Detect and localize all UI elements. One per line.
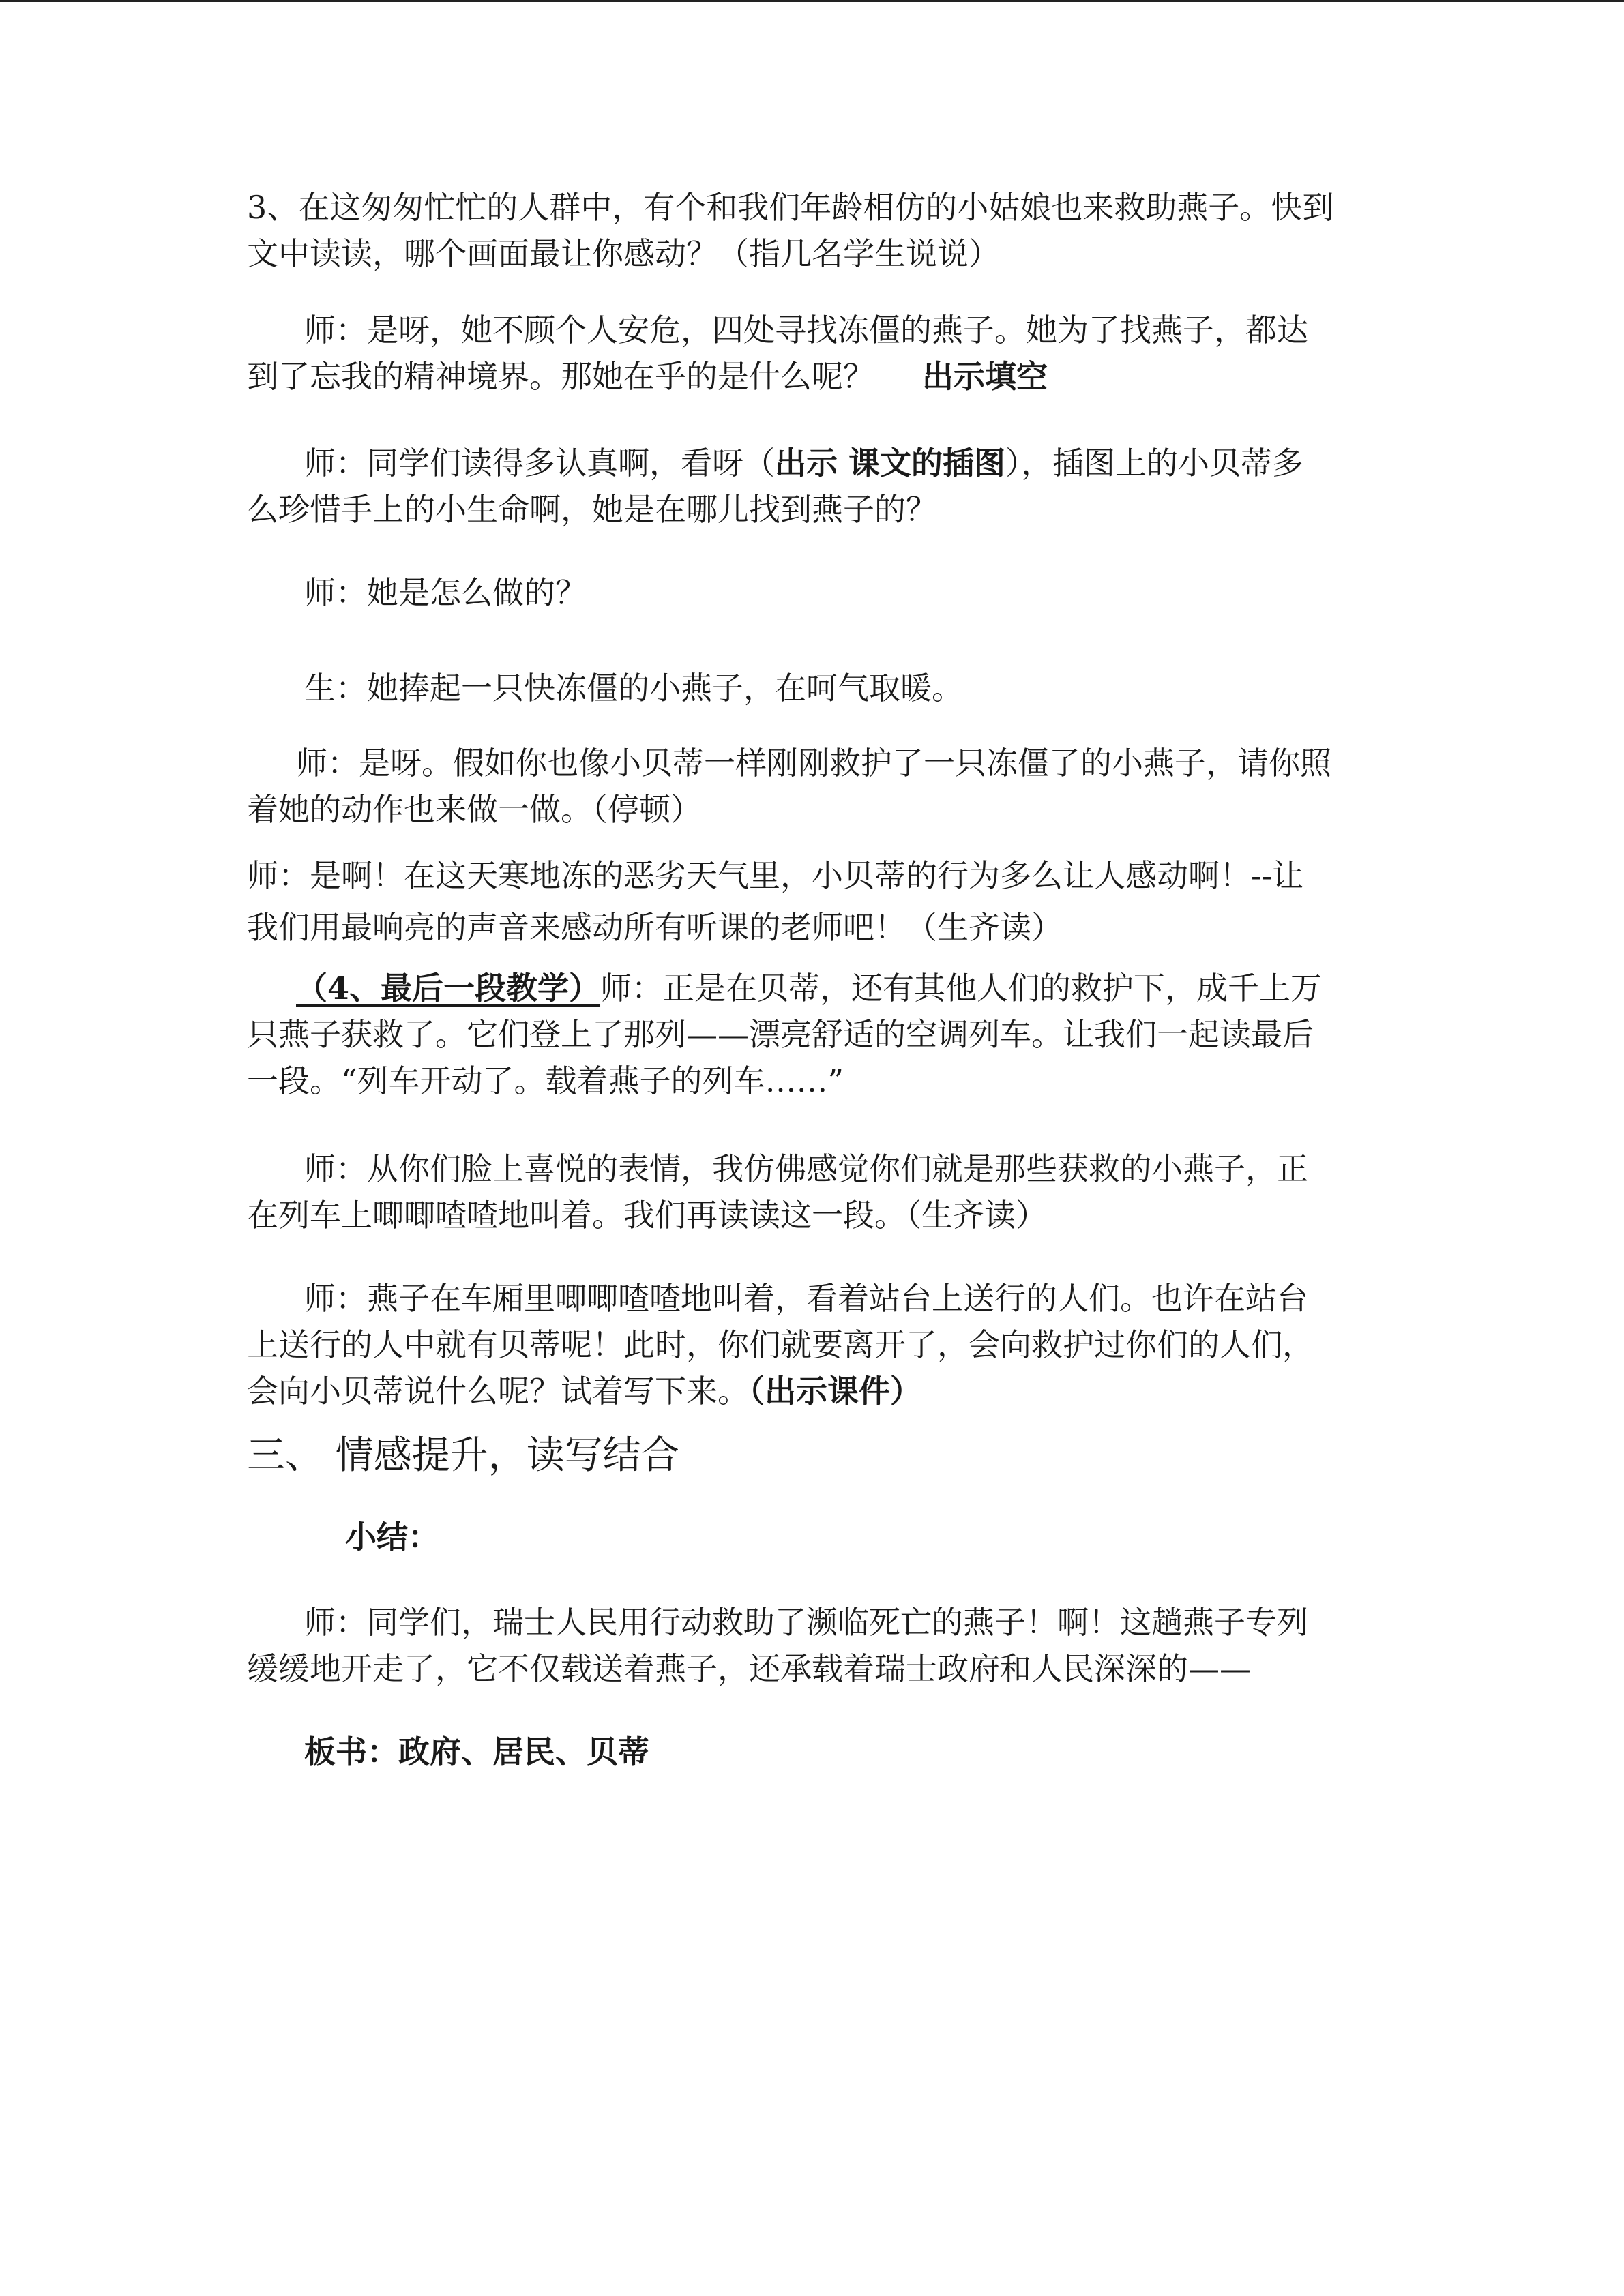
paragraph-teacher-5	[247, 852, 1379, 951]
paragraph-teacher-1-cont	[247, 353, 1379, 400]
text-line: 上送行的人中就有贝蒂呢！此时，你们就要离开了，会向救护过你们的人们，	[247, 1326, 1314, 1363]
page-top-border	[0, 0, 1624, 2]
section-heading: 三、 情感提升，读写结合	[247, 1433, 679, 1478]
text-line: 师：燕子在车厢里唧唧喳喳地叫着，看着站台上送行的人们。也许在站台	[304, 1280, 1308, 1317]
bold-instruction: 出示 课文的插图	[775, 445, 1006, 481]
text-run: 师：同学们读得多认真啊，看呀（	[304, 445, 775, 481]
paragraph-teacher-7	[247, 1146, 1379, 1238]
text-line: 师：是呀。假如你也像小贝蒂一样刚刚救护了一只冻僵了的小燕子，请你照	[296, 745, 1331, 781]
paragraph-teacher-6	[247, 965, 1379, 1011]
paragraph-question-3	[247, 184, 1379, 277]
section-marker: （4、最后一段教学）	[296, 970, 601, 1007]
text-line: 小结：	[345, 1519, 439, 1555]
text-line: 么珍惜手上的小生命啊，她是在哪儿找到燕子的？	[247, 491, 937, 528]
text-run: ），插图上的小贝蒂多	[1005, 445, 1304, 481]
text-line	[247, 353, 1379, 400]
text-line: 文中读读，哪个画面最让你感动？（指几名学生说说）	[247, 235, 1000, 272]
text-line: 3、在这匆匆忙忙的人群中，有个和我们年龄相仿的小姑娘也来救助燕子。快到	[247, 189, 1334, 226]
text-line	[247, 440, 1379, 486]
paragraph-teacher-1	[247, 307, 1379, 353]
text-line: 我们用最响亮的声音来感动所有听课的老师吧！（生齐读）	[247, 909, 1063, 946]
text-line: 着她的动作也来做一做。（停顿）	[247, 791, 702, 828]
paragraph-student-1	[247, 665, 1379, 711]
text-line: 师：是呀，她不顾个人安危，四处寻找冻僵的燕子。她为了找燕子，都达	[304, 312, 1308, 348]
text-run: 会向小贝蒂说什么呢？试着写下来。	[247, 1373, 749, 1410]
text-line: 在列车上唧唧喳喳地叫着。我们再读读这一段。（生齐读）	[247, 1197, 1047, 1234]
blackboard-note	[247, 1729, 1379, 1775]
text-line: 只燕子获救了。它们登上了那列——漂亮舒适的空调列车。让我们一起读最后	[247, 1016, 1314, 1053]
summary-label	[247, 1514, 1379, 1560]
paragraph-teacher-9	[247, 1599, 1379, 1692]
text-line: 缓缓地开走了，它不仅载送着燕子，还承载着瑞士政府和人民深深的——	[247, 1650, 1251, 1687]
paragraph-teacher-2-cont	[247, 486, 1379, 533]
text-run: 到了忘我的精神境界。那她在乎的是什么呢？	[247, 358, 874, 395]
text-run: 师：正是在贝蒂，还有其他人们的救护下，成千上万	[600, 970, 1323, 1007]
paragraph-teacher-3	[247, 569, 1379, 616]
text-line: 师：是啊！在这天寒地冻的恶劣天气里，小贝蒂的行为多么让人感动啊！--让	[247, 857, 1304, 894]
text-line	[296, 965, 1379, 1011]
bold-instruction: （出示课件）	[749, 1373, 921, 1410]
text-line: 板书：政府、居民、贝蒂	[304, 1733, 649, 1770]
paragraph-teacher-8	[247, 1275, 1379, 1414]
text-line	[247, 1368, 1379, 1414]
text-line: 生：她捧起一只快冻僵的小燕子，在呵气取暖。	[304, 670, 963, 706]
text-line: 一段。“列车开动了。载着燕子的列车……”	[247, 1062, 844, 1099]
text-line: 师：从你们脸上喜悦的表情，我仿佛感觉你们就是那些获救的小燕子，正	[304, 1150, 1308, 1187]
paragraph-teacher-6-cont	[247, 1011, 1379, 1104]
paragraph-teacher-4	[247, 740, 1379, 833]
text-line: 师：她是怎么做的？	[304, 574, 587, 611]
bold-instruction: 出示填空	[922, 358, 1048, 395]
text-line: 师：同学们，瑞士人民用行动救助了濒临死亡的燕子！啊！这趟燕子专列	[304, 1604, 1308, 1641]
paragraph-teacher-2	[247, 440, 1379, 486]
